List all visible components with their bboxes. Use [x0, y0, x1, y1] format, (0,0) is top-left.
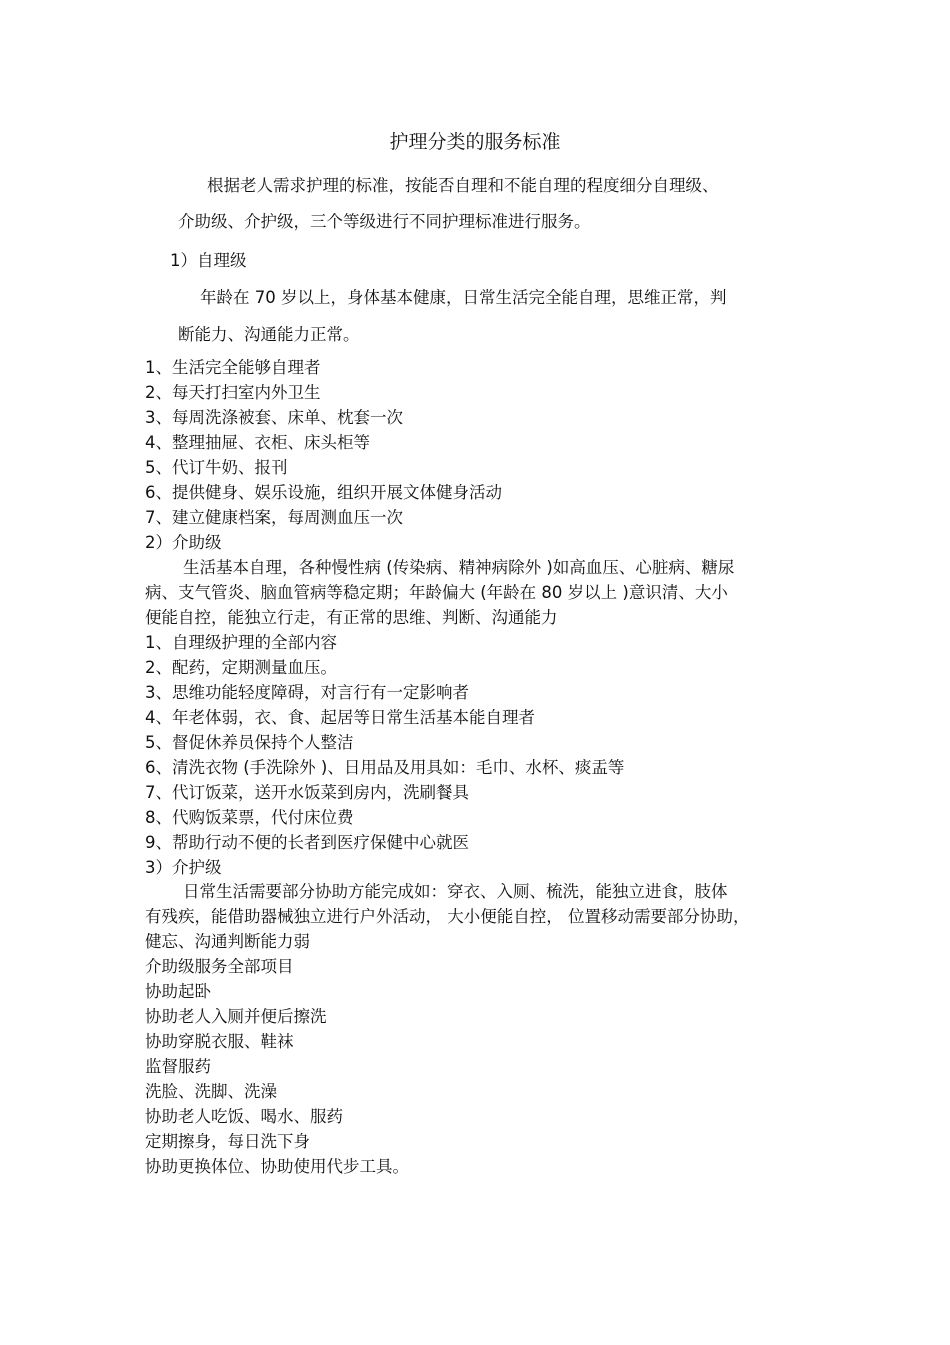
list-item: 5、督促休养员保持个人整洁: [145, 733, 354, 752]
level3-desc-line-1: 日常生活需要部分协助方能完成如：穿衣、入厕、梳洗，能独立进食，肢体: [183, 882, 728, 901]
list-item: 7、建立健康档案，每周测血压一次: [145, 508, 403, 527]
list-item: 7、代订饭菜，送开水饭菜到房内，洗刷餐具: [145, 783, 469, 802]
list-item: 协助起卧: [145, 982, 211, 1001]
intro-line-1: 根据老人需求护理的标准，按能否自理和不能自理的程度细分自理级、: [207, 176, 719, 195]
list-item: 6、提供健身、娱乐设施，组织开展文体健身活动: [145, 483, 502, 502]
level2-desc-line-2: 病、支气管炎、脑血管病等稳定期；年龄偏大 (年龄在 80 岁以上 )意识清、大小: [145, 583, 728, 602]
level1-heading: 1）自理级: [170, 251, 247, 270]
list-item: 5、代订牛奶、报刊: [145, 458, 288, 477]
level1-desc-line-2: 断能力、沟通能力正常。: [178, 325, 360, 344]
list-item: 协助老人吃饭、喝水、服药: [145, 1107, 343, 1126]
level3-heading: 3）介护级: [145, 858, 222, 877]
level3-desc-line-2: 有残疾，能借助器械独立进行户外活动， 大小便能自控， 位置移动需要部分协助，: [145, 907, 750, 926]
list-item: 监督服药: [145, 1057, 211, 1076]
list-item: 4、整理抽屉、衣柜、床头柜等: [145, 433, 370, 452]
list-item: 定期擦身，每日洗下身: [145, 1132, 310, 1151]
list-item: 8、代购饭菜票，代付床位费: [145, 808, 354, 827]
level2-desc-line-3: 便能自控，能独立行走，有正常的思维、判断、沟通能力: [145, 608, 558, 627]
list-item: 3、思维功能轻度障碍，对言行有一定影响者: [145, 683, 469, 702]
list-item: 2、每天打扫室内外卫生: [145, 383, 321, 402]
list-item: 协助穿脱衣服、鞋袜: [145, 1032, 294, 1051]
list-item: 2、配药，定期测量血压。: [145, 658, 337, 677]
list-item: 6、清洗衣物 (手洗除外 )、日用品及用具如：毛巾、水杯、痰盂等: [145, 758, 625, 777]
intro-line-2: 介助级、介护级，三个等级进行不同护理标准进行服务。: [178, 212, 591, 231]
level1-desc-line-1: 年龄在 70 岁以上，身体基本健康，日常生活完全能自理，思维正常，判: [200, 288, 727, 307]
list-item: 4、年老体弱，衣、食、起居等日常生活基本能自理者: [145, 708, 535, 727]
list-item: 1、生活完全能够自理者: [145, 358, 321, 377]
document-title: 护理分类的服务标准: [389, 131, 561, 153]
list-item: 9、帮助行动不便的长者到医疗保健中心就医: [145, 833, 469, 852]
level3-desc-line-3: 健忘、沟通判断能力弱: [145, 932, 310, 951]
list-item: 介助级服务全部项目: [145, 957, 294, 976]
list-item: 洗脸、洗脚、洗澡: [145, 1082, 277, 1101]
list-item: 1、自理级护理的全部内容: [145, 633, 337, 652]
list-item: 协助老人入厕并便后擦洗: [145, 1007, 327, 1026]
level2-desc-line-1: 生活基本自理，各种慢性病 (传染病、精神病除外 )如高血压、心脏病、糖尿: [183, 558, 735, 577]
list-item: 3、每周洗涤被套、床单、枕套一次: [145, 408, 403, 427]
list-item: 协助更换体位、协助使用代步工具。: [145, 1157, 409, 1176]
level2-heading: 2）介助级: [145, 533, 222, 552]
